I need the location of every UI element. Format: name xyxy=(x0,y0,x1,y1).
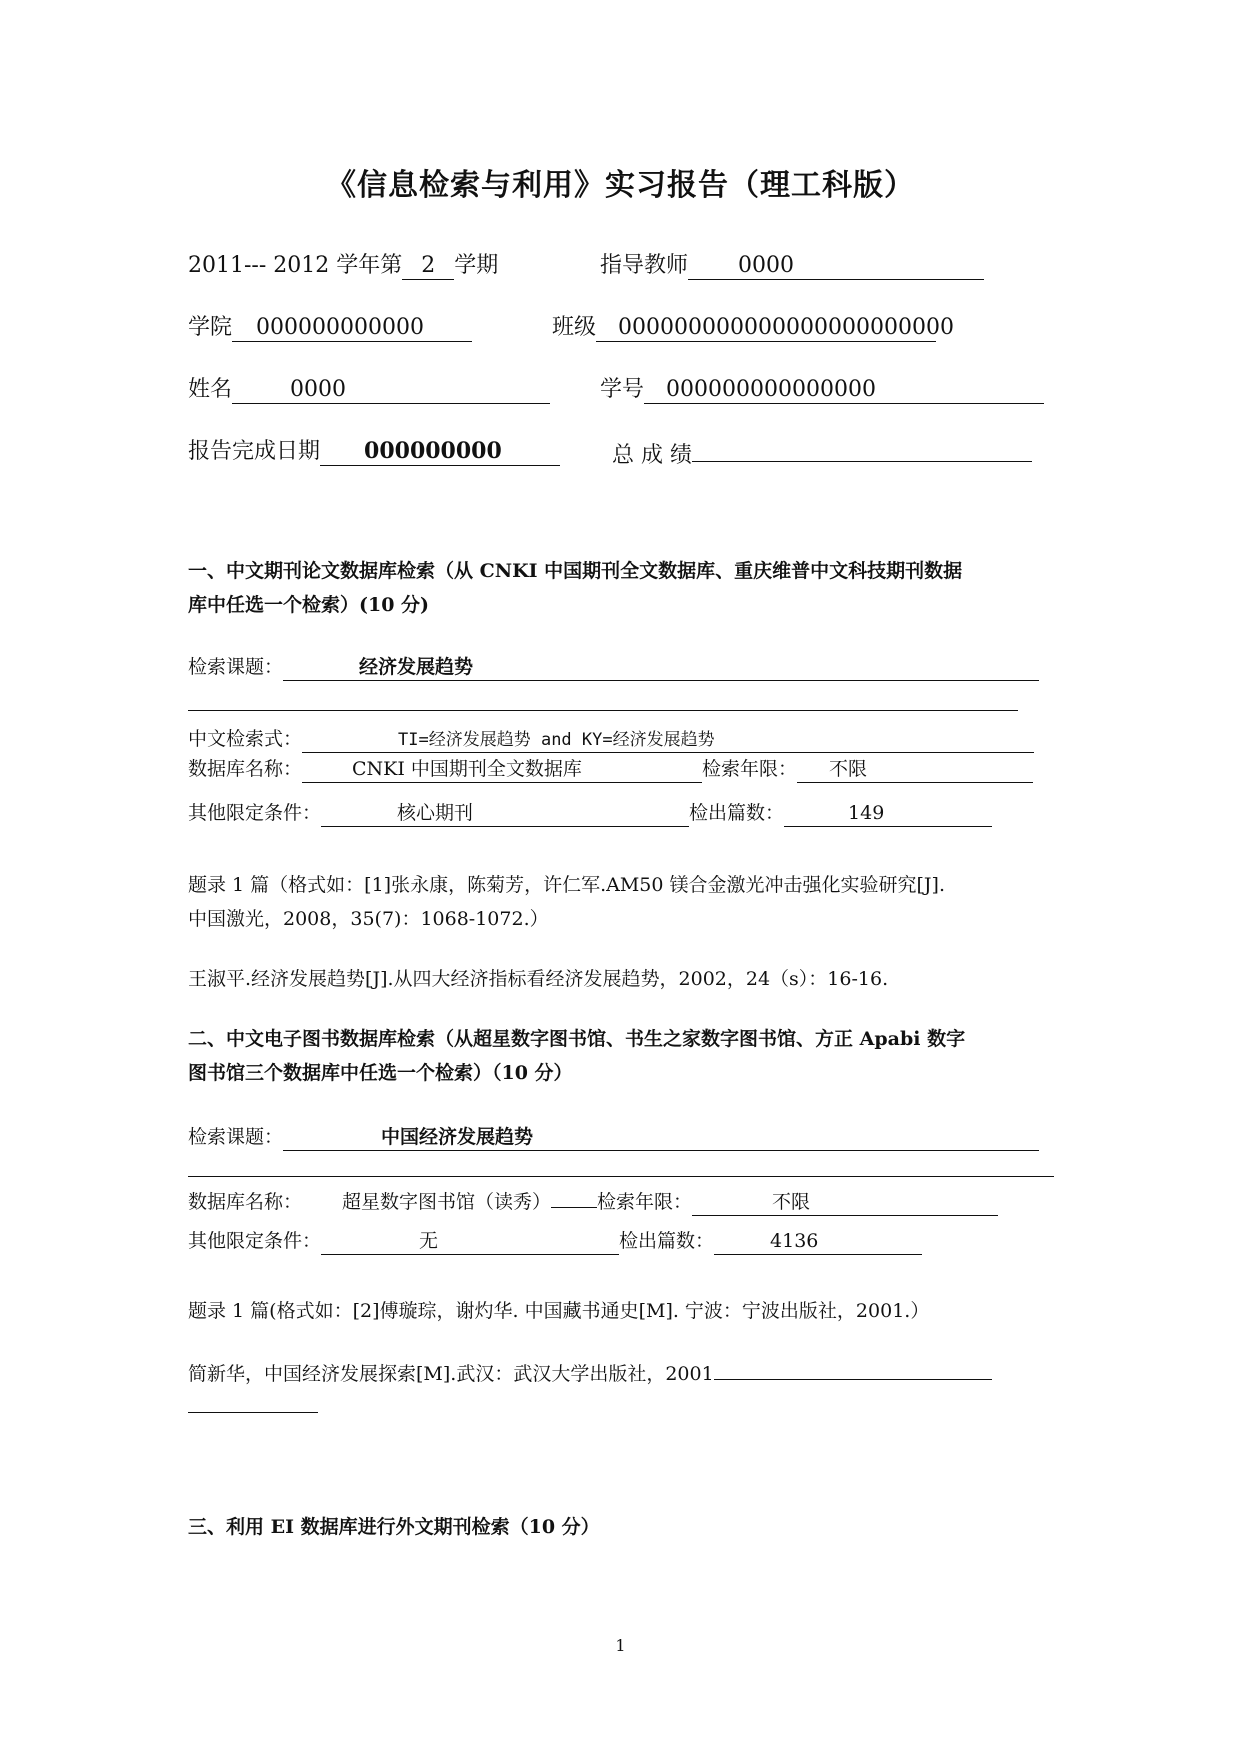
class-field[interactable]: 000000000000000000000000 xyxy=(596,315,936,342)
advisor-field[interactable]: 0000 xyxy=(688,253,984,280)
topic-label: 检索课题： xyxy=(188,1126,284,1148)
date-field[interactable]: 000000000 xyxy=(320,439,560,466)
section1-heading-line2: 库中任选一个检索）(10 分) xyxy=(188,594,430,616)
student-id-line xyxy=(600,372,1044,404)
total-score-label: 总 成 绩 xyxy=(612,443,692,468)
section1-query-field[interactable]: TI=经济发展趋势 and KY=经济发展趋势 xyxy=(302,731,1034,753)
name-line xyxy=(188,372,550,404)
section2-heading-line2: 图书馆三个数据库中任选一个检索）（10 分） xyxy=(188,1062,573,1084)
section2-topic-line xyxy=(188,1122,1039,1151)
section2-years-field[interactable]: 不限 xyxy=(692,1192,998,1216)
section1-topic-line xyxy=(188,652,1039,681)
section1-count-field[interactable]: 149 xyxy=(784,803,992,827)
record-underline xyxy=(714,1356,992,1380)
section1-record-hint-line1: 题录 1 篇（格式如：[1]张永康，陈菊芳，许仁军.AM50 镁合金激光冲击强化实验研究[J]. xyxy=(188,874,945,896)
section2-other-line xyxy=(188,1226,922,1255)
section2-record-hint: 题录 1 篇(格式如：[2]傅璇琮，谢灼华. 中国藏书通史[M]. 宁波：宁波出版社，2001.） xyxy=(188,1300,930,1322)
count-label: 检出篇数： xyxy=(689,802,785,824)
college-field[interactable]: 000000000000 xyxy=(232,315,472,342)
section2-count-field[interactable]: 4136 xyxy=(714,1231,922,1255)
section1-other-line xyxy=(188,798,992,827)
total-score-line xyxy=(612,434,1032,469)
college-line xyxy=(188,310,472,342)
year-prefix: 2011--- 2012 学年第 xyxy=(188,253,403,278)
section2-other-field[interactable]: 无 xyxy=(321,1231,619,1255)
section1-heading-line1: 一、中文期刊论文数据库检索（从 CNKI 中国期刊全文数据库、重庆维普中文科技期刊数据 xyxy=(188,560,963,582)
blank-line xyxy=(188,1176,1054,1177)
date-label: 报告完成日期 xyxy=(188,439,321,464)
name-field[interactable]: 0000 xyxy=(232,377,550,404)
blank-line xyxy=(188,710,1018,711)
name-label: 姓名 xyxy=(188,377,233,402)
section1-record: 王淑平.经济发展趋势[J].从四大经济指标看经济发展趋势，2002，24（s）：16-16. xyxy=(188,968,889,990)
db-label: 数据库名称： xyxy=(188,1191,303,1213)
section1-query-line xyxy=(188,724,1034,753)
section2-db-value: 超星数字图书馆（读秀） xyxy=(342,1191,552,1213)
other-label: 其他限定条件： xyxy=(188,802,322,824)
page-number: 1 xyxy=(615,1636,626,1655)
count-label: 检出篇数： xyxy=(619,1230,715,1252)
section2-db-line xyxy=(188,1184,998,1216)
advisor-label: 指导教师 xyxy=(600,253,689,278)
blank-line xyxy=(188,1412,318,1413)
section2-record-line xyxy=(188,1356,992,1386)
term-line xyxy=(188,248,498,280)
section2-heading-line1: 二、中文电子图书数据库检索（从超星数字图书馆、书生之家数字图书馆、方正 Apabi 数字 xyxy=(188,1028,966,1050)
class-label: 班级 xyxy=(552,315,597,340)
term-field[interactable]: 2 xyxy=(402,253,454,280)
term-suffix: 学期 xyxy=(454,253,499,278)
student-id-label: 学号 xyxy=(600,377,645,402)
page-title: 《信息检索与利用》实习报告（理工科版） xyxy=(326,168,915,203)
section2-topic-field[interactable]: 中国经济发展趋势 xyxy=(283,1127,1039,1151)
section1-record-hint-line2: 中国激光，2008，35(7)：1068-1072.） xyxy=(188,908,549,930)
blank-underline xyxy=(551,1184,597,1208)
total-score-field[interactable] xyxy=(692,434,1032,462)
db-label: 数据库名称： xyxy=(188,758,303,780)
section1-topic-field[interactable]: 经济发展趋势 xyxy=(283,657,1039,681)
section3-heading: 三、利用 EI 数据库进行外文期刊检索（10 分） xyxy=(188,1516,600,1538)
section1-db-line xyxy=(188,754,1033,783)
section1-years-field[interactable]: 不限 xyxy=(797,759,1033,783)
college-label: 学院 xyxy=(188,315,233,340)
query-label: 中文检索式： xyxy=(188,728,303,750)
student-id-field[interactable]: 000000000000000 xyxy=(644,377,1044,404)
years-label: 检索年限： xyxy=(597,1191,693,1213)
section2-record: 简新华，中国经济发展探索[M].武汉：武汉大学出版社，2001 xyxy=(188,1363,714,1385)
other-label: 其他限定条件： xyxy=(188,1230,322,1252)
section1-db-field[interactable]: CNKI 中国期刊全文数据库 xyxy=(302,759,702,783)
advisor-line xyxy=(600,248,984,280)
years-label: 检索年限： xyxy=(702,758,798,780)
section1-other-field[interactable]: 核心期刊 xyxy=(321,803,689,827)
date-line xyxy=(188,434,560,466)
topic-label: 检索课题： xyxy=(188,656,284,678)
class-line xyxy=(552,310,954,342)
